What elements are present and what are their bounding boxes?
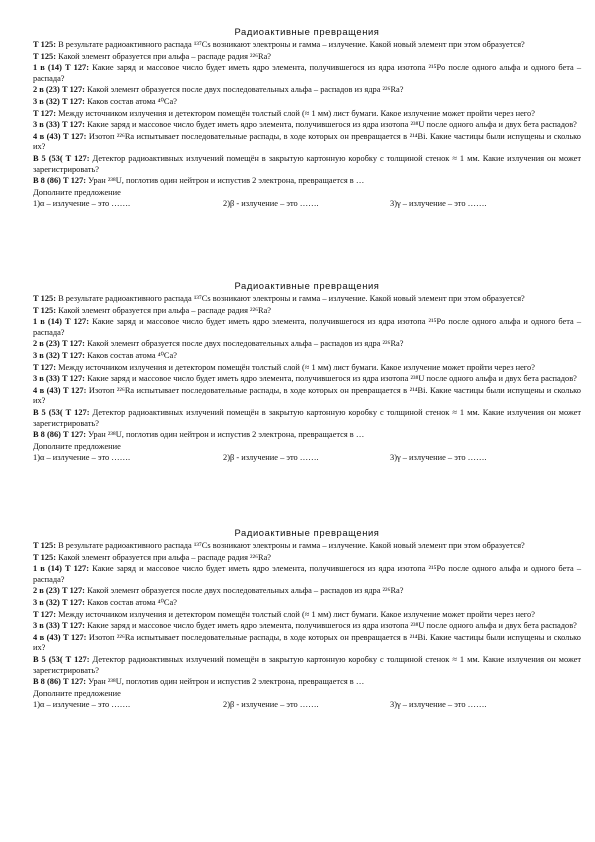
question-7	[33, 374, 581, 385]
question-number: 3 в (32) Т 127:	[33, 96, 85, 106]
question-text: Какой элемент образуется при альфа – распаде радия ²²⁶Ra?	[58, 51, 272, 61]
option-beta: 2)β - излучение – это …….	[223, 453, 319, 463]
question-number: В 8 (86) Т 127:	[33, 176, 87, 186]
question-text: Каков состав атома ⁴⁰Ca?	[87, 350, 177, 360]
completion-prompt: Дополните предложение	[33, 688, 121, 698]
block-title: Радиоактивные превращения	[234, 527, 380, 538]
question-text: Уран ²³⁸U, поглотив один нейтрон и испустив 2 электрона, превращается в …	[88, 677, 365, 687]
question-text: Каков состав атома ⁴⁰Ca?	[87, 597, 177, 607]
question-5	[33, 351, 581, 362]
question-4	[33, 85, 581, 96]
question-text: Какие заряд и массовое число будет иметь ядро элемента, получившегося из ядра изотопа ²³⁸U после одного альфа и двух бета распадов?	[87, 374, 577, 384]
question-10	[33, 430, 581, 441]
question-7	[33, 120, 581, 131]
option-beta: 2)β - излучение – это …….	[223, 199, 319, 209]
question-text: Какие заряд и массовое число будет иметь ядро элемента, получившегося из ядра изотопа ²³⁸U после одного альфа и двух бета распадов?	[87, 621, 577, 631]
question-9	[33, 408, 581, 429]
completion-prompt: Дополните предложение	[33, 187, 121, 197]
question-text: Какой элемент образуется после двух последовательных альфа – распадов из ядра ²²⁶Ra?	[87, 85, 404, 95]
question-number: Т 125:	[33, 552, 57, 562]
completion-prompt: Дополните предложение	[33, 441, 121, 451]
question-number: 1 в (14) Т 127:	[33, 317, 89, 327]
question-3	[33, 564, 581, 585]
question-text: Между источником излучения и детектором помещён толстый слой (≈ 1 мм) лист бумаги. Какое излучение может пройти через него?	[58, 609, 535, 619]
question-text: Какие заряд и массовое число будет иметь ядро элемента, получившегося из ядра изотопа ²¹⁵Po после одного альфа и одного бета – распада?	[33, 63, 582, 83]
option-alpha: 1)α – излучение – это …….	[33, 199, 131, 209]
option-gamma: 3)γ – излучение – это …….	[390, 700, 487, 710]
completion-options	[33, 199, 581, 211]
question-number: Т 127:	[33, 108, 57, 118]
question-text: Какие заряд и массовое число будет иметь ядро элемента, получившегося из ядра изотопа ²¹⁵Po после одного альфа и одного бета – распада?	[33, 564, 582, 584]
option-alpha: 1)α – излучение – это …….	[33, 700, 131, 710]
question-number: 3 в (33) Т 127:	[33, 120, 85, 130]
question-text: Какой элемент образуется после двух последовательных альфа – распадов из ядра ²²⁶Ra?	[87, 586, 404, 596]
question-10	[33, 176, 581, 187]
question-number: 3 в (32) Т 127:	[33, 597, 85, 607]
question-10	[33, 677, 581, 688]
question-2	[33, 306, 581, 317]
question-text: Изотоп ²²⁶Ra испытывает последовательные распады, в ходе которых он превращается в ²¹⁴Bi. Какие частицы были испущены и сколько их?	[33, 632, 581, 653]
question-text: Детектор радиоактивных излучений помещён в закрытую картонную коробку с толщиной стенок ≈ 1 мм. Какие излучения он может зарегистрировать?	[33, 654, 581, 675]
completion-options	[33, 453, 581, 465]
question-number: 1 в (14) Т 127:	[33, 63, 89, 73]
question-number: 2 в (23) Т 127:	[33, 586, 85, 596]
question-number: 4 в (43) Т 127:	[33, 131, 87, 141]
worksheet-block-3	[33, 527, 581, 712]
question-number: 2 в (23) Т 127:	[33, 339, 85, 349]
question-4	[33, 339, 581, 350]
question-8	[33, 132, 581, 153]
question-number: Т 125:	[33, 294, 57, 303]
question-1	[33, 541, 581, 552]
question-3	[33, 317, 581, 338]
question-text: В результате радиоактивного распада ¹³⁷Cs возникают электроны и гамма – излучение. Какой новый элемент при этом образуется?	[58, 40, 525, 49]
question-text: Какой элемент образуется при альфа – распаде радия ²²⁶Ra?	[58, 552, 272, 562]
question-8	[33, 386, 581, 407]
question-9	[33, 154, 581, 175]
question-number: В 5 (53( Т 127:	[33, 654, 90, 664]
question-number: 2 в (23) Т 127:	[33, 85, 85, 95]
question-number: 3 в (33) Т 127:	[33, 374, 85, 384]
question-number: В 5 (53( Т 127:	[33, 153, 90, 163]
question-number: В 8 (86) Т 127:	[33, 677, 87, 687]
question-8	[33, 633, 581, 654]
question-6	[33, 109, 581, 120]
question-5	[33, 598, 581, 609]
question-text: Какой элемент образуется после двух последовательных альфа – распадов из ядра ²²⁶Ra?	[87, 339, 404, 349]
block-title: Радиоактивные превращения	[234, 280, 380, 291]
block-title: Радиоактивные превращения	[234, 26, 380, 37]
option-gamma: 3)γ – излучение – это …….	[390, 199, 487, 209]
question-text: В результате радиоактивного распада ¹³⁷Cs возникают электроны и гамма – излучение. Какой новый элемент при этом образуется?	[58, 294, 525, 303]
option-gamma: 3)γ – излучение – это …….	[390, 453, 487, 463]
question-number: В 8 (86) Т 127:	[33, 430, 87, 440]
completion-options	[33, 700, 581, 712]
question-6	[33, 363, 581, 374]
question-text: Каков состав атома ⁴⁰Ca?	[87, 96, 177, 106]
question-2	[33, 52, 581, 63]
question-1	[33, 40, 581, 51]
worksheet-block-2	[33, 280, 581, 465]
question-text: В результате радиоактивного распада ¹³⁷Cs возникают электроны и гамма – излучение. Какой новый элемент при этом образуется?	[58, 541, 525, 550]
question-number: 3 в (33) Т 127:	[33, 621, 85, 631]
question-text: Уран ²³⁸U, поглотив один нейтрон и испустив 2 электрона, превращается в …	[88, 176, 365, 186]
question-number: Т 125:	[33, 40, 57, 49]
question-6	[33, 610, 581, 621]
question-text: Какой элемент образуется при альфа – распаде радия ²²⁶Ra?	[58, 305, 272, 315]
question-number: Т 125:	[33, 541, 57, 550]
question-number: 4 в (43) Т 127:	[33, 632, 87, 642]
question-text: Какие заряд и массовое число будет иметь ядро элемента, получившегося из ядра изотопа ²³⁸U после одного альфа и двух бета распадов?	[87, 120, 577, 130]
question-number: Т 127:	[33, 362, 57, 372]
question-7	[33, 621, 581, 632]
question-text: Между источником излучения и детектором помещён толстый слой (≈ 1 мм) лист бумаги. Какое излучение может пройти через него?	[58, 108, 535, 118]
question-text: Изотоп ²²⁶Ra испытывает последовательные распады, в ходе которых он превращается в ²¹⁴Bi. Какие частицы были испущены и сколько их?	[33, 131, 581, 152]
question-1	[33, 294, 581, 305]
question-2	[33, 553, 581, 564]
question-9	[33, 655, 581, 676]
option-beta: 2)β - излучение – это …….	[223, 700, 319, 710]
question-number: 3 в (32) Т 127:	[33, 350, 85, 360]
question-text: Детектор радиоактивных излучений помещён в закрытую картонную коробку с толщиной стенок ≈ 1 мм. Какие излучения он может зарегистрировать?	[33, 153, 581, 174]
question-number: Т 127:	[33, 609, 57, 619]
question-5	[33, 97, 581, 108]
question-text: Какие заряд и массовое число будет иметь ядро элемента, получившегося из ядра изотопа ²¹⁵Po после одного альфа и одного бета – распада?	[33, 317, 582, 337]
question-number: 4 в (43) Т 127:	[33, 385, 87, 395]
question-4	[33, 586, 581, 597]
worksheet-block-1	[33, 26, 581, 211]
question-number: Т 125:	[33, 305, 57, 315]
question-number: 1 в (14) Т 127:	[33, 564, 89, 574]
option-alpha: 1)α – излучение – это …….	[33, 453, 131, 463]
question-text: Между источником излучения и детектором помещён толстый слой (≈ 1 мм) лист бумаги. Какое излучение может пройти через него?	[58, 362, 535, 372]
question-number: Т 125:	[33, 51, 57, 61]
question-text: Изотоп ²²⁶Ra испытывает последовательные распады, в ходе которых он превращается в ²¹⁴Bi. Какие частицы были испущены и сколько их?	[33, 385, 581, 406]
question-text: Детектор радиоактивных излучений помещён в закрытую картонную коробку с толщиной стенок ≈ 1 мм. Какие излучения он может зарегистрировать?	[33, 407, 581, 428]
question-3	[33, 63, 581, 84]
question-text: Уран ²³⁸U, поглотив один нейтрон и испустив 2 электрона, превращается в …	[88, 430, 365, 440]
question-number: В 5 (53( Т 127:	[33, 407, 90, 417]
